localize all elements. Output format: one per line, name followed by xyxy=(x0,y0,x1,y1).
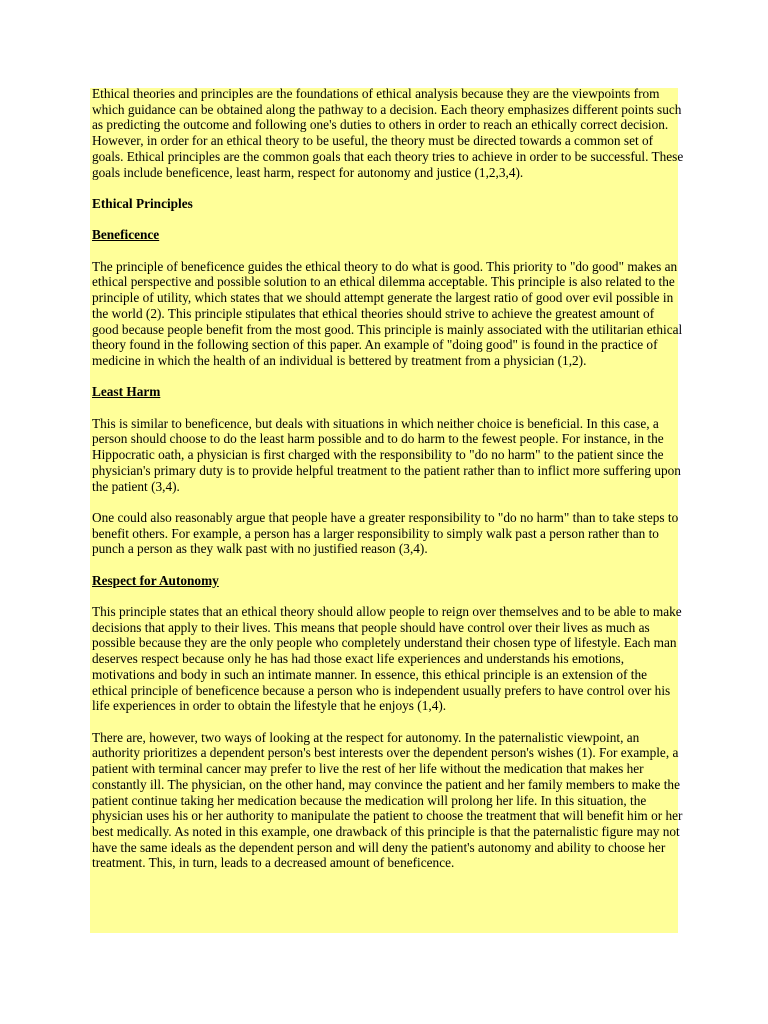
least-harm-paragraph-1: This is similar to beneficence, but deals with situations in which neither choice is beneficial. In this case, a person should choose to do the least harm possible and to do harm to the fewest people. For instance, in the Hippocratic oath, a physician is first charged with the responsibility to "do no harm" to the patient since the physician's primary duty is to provide helpful treatment to the patient rather than to inflict more suffering upon the patient (3,4). xyxy=(92,415,681,494)
least-harm-heading: Least Harm xyxy=(92,384,161,400)
section-heading: Ethical Principles xyxy=(92,195,193,211)
beneficence-paragraph: The principle of beneficence guides the ethical theory to do what is good. This priority to "do good" makes an ethical perspective and possible solution to an ethical dilemma acceptable. This principle is also related to the principle of utility, which states that we should attempt generate the largest ratio of good over evil possible in the world (2). This principle stipulates that ethical theories should strive to achieve the greatest amount of good because people benefit from the most good. This principle is mainly associated with the utilitarian ethical theory found in the following section of this paper. An example of "doing good" is found in the practice of medicine in which the health of an individual is bettered by treatment from a physician (1,2). xyxy=(92,258,683,368)
autonomy-heading: Respect for Autonomy xyxy=(92,572,219,588)
beneficence-heading: Beneficence xyxy=(92,227,160,243)
autonomy-paragraph-1: This principle states that an ethical theory should allow people to reign over themselves and to be able to make decisions that apply to their lives. This means that people should have control over their lives as much as possible because they are the only people who completely understand their chosen type of lifestyle. Each man deserves respect because only he has had those exact life experiences and understands his emotions, motivations and body in such an intimate manner. In essence, this ethical principle is an extension of the ethical principle of beneficence because a person who is independent usually prefers to have control over his life experiences in order to obtain the lifestyle that he enjoys (1,4). xyxy=(92,604,682,714)
document-body xyxy=(92,86,684,871)
autonomy-paragraph-2: There are, however, two ways of looking at the respect for autonomy. In the paternalistic viewpoint, an authority prioritizes a dependent person's best interests over the dependent person's wishes (1). For example, a patient with terminal cancer may prefer to live the rest of her life without the medication that makes her constantly ill. The physician, on the other hand, may convince the patient and her family members to make the patient continue taking her medication because the medication will prolong her life. In this situation, the physician uses his or her authority to manipulate the patient to choose the treatment that will benefit him or her best medically. As noted in this example, one drawback of this principle is that the paternalistic figure may not have the same ideals as the dependent person and will deny the patient's autonomy and ability to choose her treatment. This, in turn, leads to a decreased amount of beneficence. xyxy=(92,729,683,871)
intro-paragraph: Ethical theories and principles are the foundations of ethical analysis because they are the viewpoints from which guidance can be obtained along the pathway to a decision. Each theory emphasizes different points such as predicting the outcome and following one's duties to others in order to reach an ethically correct decision. However, in order for an ethical theory to be useful, the theory must be directed towards a common set of goals. Ethical principles are the common goals that each theory tries to achieve in order to be successful. These goals include beneficence, least harm, respect for autonomy and justice (1,2,3,4). xyxy=(92,86,684,180)
least-harm-paragraph-2: One could also reasonably argue that people have a greater responsibility to "do no harm" than to take steps to benefit others. For example, a person has a larger responsibility to simply walk past a person rather than to punch a person as they walk past with no justified reason (3,4). xyxy=(92,509,679,557)
